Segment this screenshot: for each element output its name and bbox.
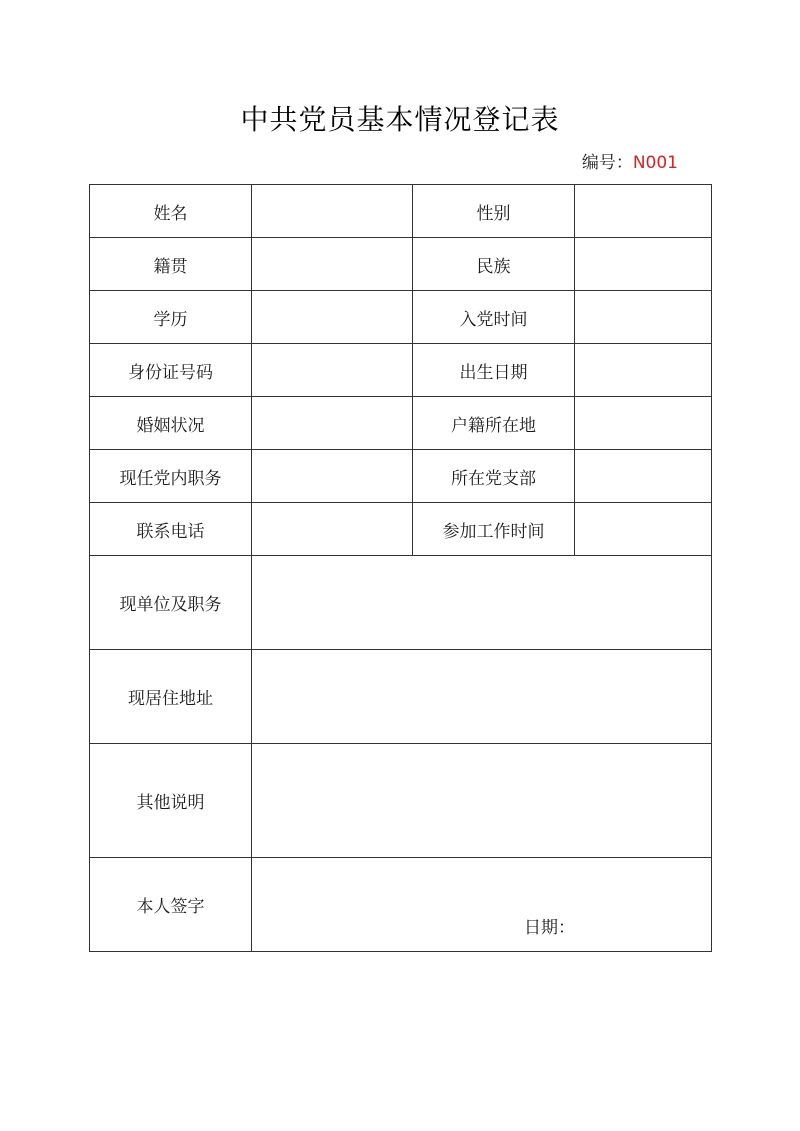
education-field[interactable]	[252, 291, 413, 344]
label-current-address: 现居住地址	[90, 650, 252, 744]
label-join-date: 入党时间	[413, 291, 575, 344]
party-branch-field[interactable]	[575, 450, 712, 503]
table-row	[90, 450, 712, 503]
label-education: 学历	[90, 291, 252, 344]
label-employer-position: 现单位及职务	[90, 556, 252, 650]
current-address-field[interactable]	[252, 650, 712, 744]
household-registration-field[interactable]	[575, 397, 712, 450]
table-row	[90, 238, 712, 291]
other-notes-field[interactable]	[252, 744, 712, 858]
signature-date-label: 日期：	[524, 918, 575, 938]
serial-label: 编号：	[581, 153, 633, 173]
ethnicity-field[interactable]	[575, 238, 712, 291]
label-marital-status: 婚姻状况	[90, 397, 252, 450]
party-position-field[interactable]	[252, 450, 413, 503]
table-row	[90, 744, 712, 858]
id-number-field[interactable]	[252, 344, 413, 397]
gender-field[interactable]	[575, 185, 712, 238]
label-work-start-date: 参加工作时间	[413, 503, 575, 556]
phone-field[interactable]	[252, 503, 413, 556]
table-row	[90, 344, 712, 397]
name-field[interactable]	[252, 185, 413, 238]
table-row	[90, 650, 712, 744]
label-id-number: 身份证号码	[90, 344, 252, 397]
label-other-notes: 其他说明	[90, 744, 252, 858]
registration-form-table	[89, 184, 712, 952]
label-name: 姓名	[90, 185, 252, 238]
label-native-place: 籍贯	[90, 238, 252, 291]
serial-number	[582, 148, 678, 173]
employer-position-field[interactable]	[252, 556, 712, 650]
marital-status-field[interactable]	[252, 397, 413, 450]
serial-value: N001	[632, 153, 678, 173]
signature-field[interactable]	[252, 858, 712, 952]
label-party-branch: 所在党支部	[413, 450, 575, 503]
table-row	[90, 291, 712, 344]
label-phone: 联系电话	[90, 503, 252, 556]
table-row	[90, 503, 712, 556]
table-row	[90, 397, 712, 450]
table-row	[90, 185, 712, 238]
join-date-field[interactable]	[575, 291, 712, 344]
label-birth-date: 出生日期	[413, 344, 575, 397]
table-row	[90, 556, 712, 650]
label-ethnicity: 民族	[413, 238, 575, 291]
label-party-position: 现任党内职务	[90, 450, 252, 503]
birth-date-field[interactable]	[575, 344, 712, 397]
table-row	[90, 858, 712, 952]
label-household-registration: 户籍所在地	[413, 397, 575, 450]
work-start-date-field[interactable]	[575, 503, 712, 556]
page-title: 中共党员基本情况登记表	[240, 103, 560, 136]
label-gender: 性别	[413, 185, 575, 238]
label-signature: 本人签字	[90, 858, 252, 952]
native-place-field[interactable]	[252, 238, 413, 291]
